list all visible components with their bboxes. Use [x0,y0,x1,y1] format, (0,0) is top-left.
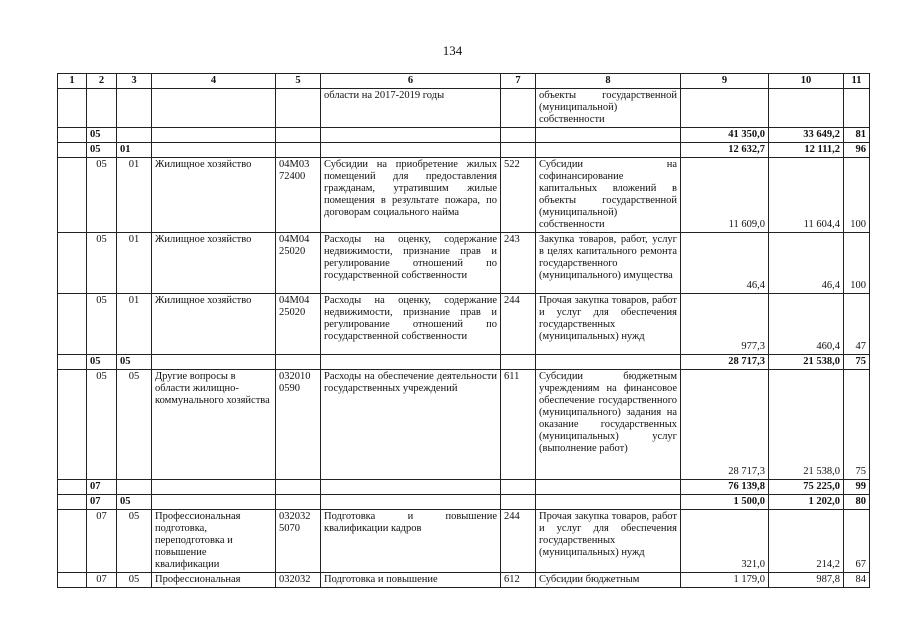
table-cell-col-4: Жилищное хозяйство [152,233,276,294]
table-cell-col-1 [58,355,87,370]
table-cell-col-11 [844,89,870,128]
table-cell-col-8 [536,143,681,158]
table-cell-col-6: Подготовка и повышение квалификации кадров [321,510,501,573]
table-cell-col-3: 05 [117,370,152,480]
table-cell-col-5 [276,495,321,510]
table-cell-col-11: 80 [844,495,870,510]
table-cell-col-4: Профессиональная [152,573,276,588]
table-cell-col-9: 11 609,0 [681,158,769,233]
table-row [58,573,870,588]
table-cell-col-3: 01 [117,158,152,233]
table-cell-col-7: 611 [501,370,536,480]
table-cell-col-10: 1 202,0 [769,495,844,510]
table-cell-col-7 [501,480,536,495]
table-cell-col-4 [152,128,276,143]
table-cell-col-6 [321,495,501,510]
table-cell-col-11: 47 [844,294,870,355]
table-cell-col-8: Субсидии на софинансирование капитальных вложений в объекты государственной (муниципальной) собственности [536,158,681,233]
table-cell-col-10 [769,89,844,128]
table-cell-col-1 [58,370,87,480]
table-cell-col-9: 12 632,7 [681,143,769,158]
table-cell-col-11: 67 [844,510,870,573]
table-cell-col-4 [152,355,276,370]
table-cell-col-9: 321,0 [681,510,769,573]
table-cell-col-2: 05 [87,294,117,355]
table-cell-col-11: 96 [844,143,870,158]
table-cell-col-7 [501,355,536,370]
table-cell-col-10: 21 538,0 [769,370,844,480]
header-row [58,74,870,89]
table-cell-col-3: 01 [117,143,152,158]
table-cell-col-8: Прочая закупка товаров, работ и услуг для обеспечения государственных (муниципальных) нужд [536,510,681,573]
table-row [58,233,870,294]
table-cell-col-7: 522 [501,158,536,233]
header-cell: 7 [501,74,536,89]
table-cell-col-10: 12 111,2 [769,143,844,158]
header-cell: 10 [769,74,844,89]
table-cell-col-4 [152,495,276,510]
table-cell-col-10: 33 649,2 [769,128,844,143]
table-cell-col-7: 244 [501,294,536,355]
table-cell-col-4: Жилищное хозяйство [152,158,276,233]
table-cell-col-6: Подготовка и повышение [321,573,501,588]
table-cell-col-8: Субсидии бюджетным учреждениям на финансовое обеспечение государственного (муниципального) задания на оказание государственных (муниципальных) услуг (выполнение работ) [536,370,681,480]
table-cell-col-9: 46,4 [681,233,769,294]
header-cell: 3 [117,74,152,89]
table-cell-col-10: 21 538,0 [769,355,844,370]
table-cell-col-1 [58,573,87,588]
table-cell-col-7 [501,495,536,510]
table-cell-col-7: 612 [501,573,536,588]
table-cell-col-4 [152,89,276,128]
table-cell-col-6: Расходы на обеспечение деятельности государственных учреждений [321,370,501,480]
table-row [58,370,870,480]
table-cell-col-5: 04М04 25020 [276,233,321,294]
table-cell-col-8 [536,495,681,510]
table-cell-col-8: Субсидии бюджетным [536,573,681,588]
table-cell-col-11: 75 [844,370,870,480]
table-cell-col-6 [321,128,501,143]
table-cell-col-5: 04М04 25020 [276,294,321,355]
table-cell-col-6: Расходы на оценку, содержание недвижимости, признание прав и регулирование отношений по государственной собственности [321,233,501,294]
page-number: 134 [442,43,463,58]
header-cell: 4 [152,74,276,89]
budget-table [57,73,870,588]
table-cell-col-1 [58,143,87,158]
subtotal-row [58,495,870,510]
table-cell-col-3 [117,89,152,128]
table-cell-col-1 [58,89,87,128]
header-cell: 5 [276,74,321,89]
table-cell-col-3: 05 [117,573,152,588]
table-cell-col-9 [681,89,769,128]
table-cell-col-4: Профессиональная подготовка, переподготовка и повышение квалификации [152,510,276,573]
table-cell-col-8 [536,355,681,370]
table-cell-col-6: Расходы на оценку, содержание недвижимости, признание прав и регулирование отношений по государственной собственности [321,294,501,355]
table-cell-col-6 [321,480,501,495]
table-cell-col-2: 05 [87,128,117,143]
table-cell-col-2 [87,89,117,128]
table-row [58,89,870,128]
table-cell-col-7 [501,143,536,158]
table-cell-col-11: 81 [844,128,870,143]
table-cell-col-7 [501,128,536,143]
table-cell-col-3 [117,128,152,143]
header-cell: 1 [58,74,87,89]
table-cell-col-4 [152,143,276,158]
table-cell-col-6: области на 2017-2019 годы [321,89,501,128]
table-cell-col-10: 987,8 [769,573,844,588]
header-cell: 9 [681,74,769,89]
table-cell-col-8 [536,128,681,143]
table-cell-col-7 [501,89,536,128]
table-cell-col-5 [276,480,321,495]
table-cell-col-5: 032032 [276,573,321,588]
table-cell-col-9: 28 717,3 [681,355,769,370]
table-cell-col-9: 28 717,3 [681,370,769,480]
table-cell-col-9: 1 500,0 [681,495,769,510]
table-cell-col-4: Другие вопросы в области жилищно-коммунального хозяйства [152,370,276,480]
table-cell-col-2: 05 [87,143,117,158]
table-cell-col-8 [536,480,681,495]
table-cell-col-5: 04М03 72400 [276,158,321,233]
table-cell-col-11: 75 [844,355,870,370]
subtotal-row [58,355,870,370]
table-cell-col-5 [276,355,321,370]
table-cell-col-4: Жилищное хозяйство [152,294,276,355]
table-cell-col-11: 100 [844,158,870,233]
table-cell-col-11: 100 [844,233,870,294]
table-cell-col-1 [58,233,87,294]
table-cell-col-2: 07 [87,510,117,573]
table-cell-col-2: 05 [87,370,117,480]
table-cell-col-10: 460,4 [769,294,844,355]
table-cell-col-9: 1 179,0 [681,573,769,588]
table-cell-col-8: объекты государственной (муниципальной) собственности [536,89,681,128]
table-cell-col-1 [58,495,87,510]
table-cell-col-6 [321,355,501,370]
header-cell: 11 [844,74,870,89]
subtotal-row [58,128,870,143]
table-cell-col-5 [276,128,321,143]
subtotal-row [58,480,870,495]
table-cell-col-3: 05 [117,510,152,573]
table-cell-col-1 [58,158,87,233]
table-cell-col-1 [58,480,87,495]
table-cell-col-9: 977,3 [681,294,769,355]
table-cell-col-6: Субсидии на приобретение жилых помещений для предоставления гражданам, утратившим жилые помещения в результате пожара, по договорам социального найма [321,158,501,233]
table-cell-col-11: 99 [844,480,870,495]
table-cell-col-10: 75 225,0 [769,480,844,495]
table-cell-col-3: 05 [117,355,152,370]
table-cell-col-5: 032032 5070 [276,510,321,573]
table-cell-col-11: 84 [844,573,870,588]
table-cell-col-2: 05 [87,158,117,233]
header-cell: 2 [87,74,117,89]
table-cell-col-2: 07 [87,573,117,588]
table-cell-col-9: 76 139,8 [681,480,769,495]
table-cell-col-10: 11 604,4 [769,158,844,233]
table-cell-col-10: 214,2 [769,510,844,573]
table-cell-col-4 [152,480,276,495]
subtotal-row [58,143,870,158]
header-cell: 6 [321,74,501,89]
table-row [58,158,870,233]
table-cell-col-10: 46,4 [769,233,844,294]
table-cell-col-8: Закупка товаров, работ, услуг в целях капитального ремонта государственного (муниципального) имущества [536,233,681,294]
table-cell-col-7: 243 [501,233,536,294]
table-cell-col-6 [321,143,501,158]
table-cell-col-5: 032010 0590 [276,370,321,480]
table-row [58,294,870,355]
table-cell-col-5 [276,143,321,158]
table-cell-col-8: Прочая закупка товаров, работ и услуг для обеспечения государственных (муниципальных) нужд [536,294,681,355]
table-cell-col-2: 05 [87,355,117,370]
table-cell-col-1 [58,294,87,355]
table-cell-col-3: 01 [117,294,152,355]
table-cell-col-3: 05 [117,495,152,510]
table-cell-col-2: 05 [87,233,117,294]
table-cell-col-1 [58,510,87,573]
table-cell-col-7: 244 [501,510,536,573]
header-cell: 8 [536,74,681,89]
table-cell-col-2: 07 [87,480,117,495]
table-cell-col-1 [58,128,87,143]
table-row [58,510,870,573]
table-cell-col-3 [117,480,152,495]
table-cell-col-5 [276,89,321,128]
table-cell-col-3: 01 [117,233,152,294]
table-cell-col-2: 07 [87,495,117,510]
table-cell-col-9: 41 350,0 [681,128,769,143]
